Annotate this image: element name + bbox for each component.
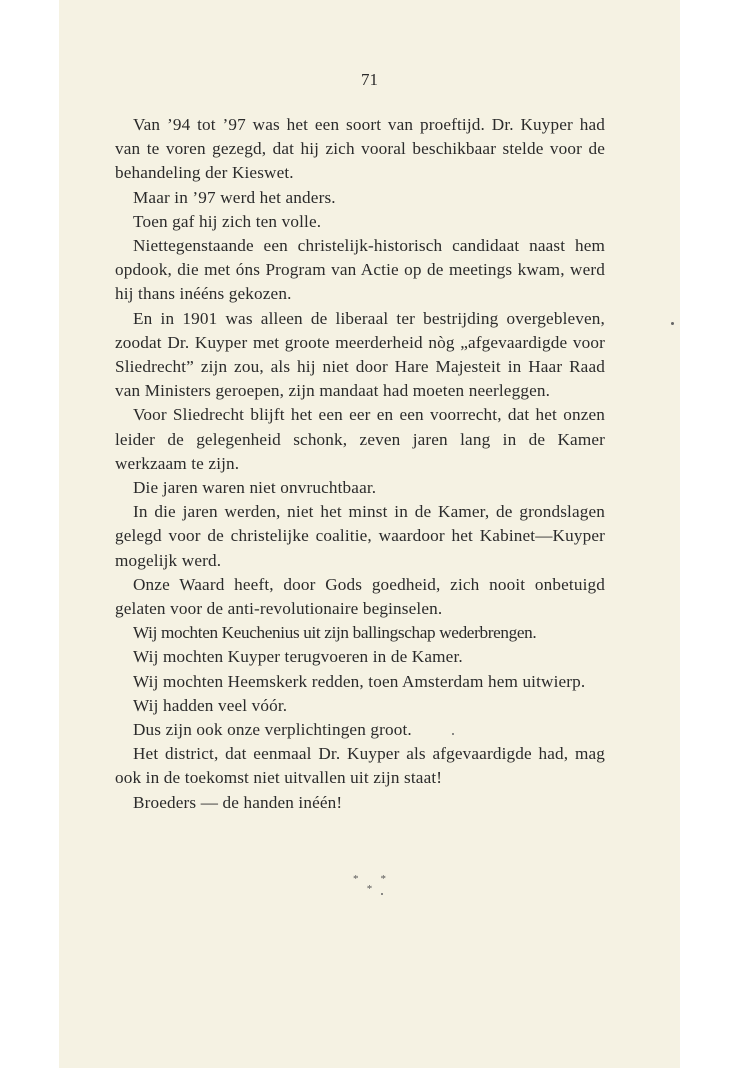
page-number: 71 — [361, 70, 378, 89]
paragraph-1: Van ’94 tot ’97 was het een soort van proeftijd. Dr. Kuyper had van te voren gezegd, dat hij zich vooral beschikbaar stelde voor de behandeling der Kieswet. — [115, 115, 605, 183]
paragraph-6: Voor Sliedrecht blijft het een eer en een voorrecht, dat het onzen leider de gelegenheid schonk, zeven jaren lang in de Kamer werkzaam te zijn. — [115, 405, 605, 473]
paragraph-4: Niettegenstaande een christelijk-historisch candidaat naast hem opdook, die met óns Program van Actie op de meetings kwam, werd hij thans inééns gekozen. — [115, 236, 605, 304]
paragraph-8: In die jaren werden, niet het minst in de Kamer, de grondslagen gelegd voor de christelijke coalitie, waardoor het Kabinet—Kuyper mogelijk werd. — [115, 502, 605, 570]
paragraph-9: Onze Waard heeft, door Gods goedheid, zich nooit onbetuigd gelaten voor de anti-revolutionaire beginselen. — [115, 574, 605, 619]
paragraph-7: Die jaren waren niet onvruchtbaar. — [133, 478, 377, 498]
paper-speck — [381, 893, 383, 895]
asterism-bottom: * — [366, 883, 373, 895]
paper-speck — [452, 733, 454, 735]
book-page — [59, 0, 680, 1068]
paragraph-16: Broeders — de handen inéén! — [133, 792, 343, 812]
paragraph-2: Maar in ’97 werd het anders. — [133, 187, 336, 207]
paragraph-14: Dus zijn ook onze verplichtingen groot. — [133, 720, 412, 740]
page-body — [115, 113, 605, 815]
paragraph-13: Wij hadden veel vóór. — [133, 695, 288, 715]
paragraph-11: Wij mochten Kuyper terugvoeren in de Kamer. — [133, 647, 463, 667]
paragraph-3: Toen gaf hij zich ten volle. — [133, 211, 322, 231]
paragraph-12: Wij mochten Heemskerk redden, toen Amsterdam hem uitwierp. — [133, 671, 586, 691]
asterism-divider — [59, 874, 680, 894]
asterism-top: ** — [353, 873, 408, 885]
paper-speck — [671, 322, 674, 325]
paragraph-5: En in 1901 was alleen de liberaal ter bestrijding overgebleven, zoodat Dr. Kuyper met groote meerderheid nòg „afgevaardigde voor Sliedrecht” zijn zou, als hij niet door Hare Majesteit in Haar Raad van Ministers geroepen, zijn mandaat had moeten neerleggen. — [115, 308, 605, 401]
paragraph-10: Wij mochten Keuchenius uit zijn ballingschap wederbrengen. — [133, 623, 537, 643]
paragraph-15: Het district, dat eenmaal Dr. Kuyper als afgevaardigde had, mag ook in de toekomst niet uitvallen uit zijn staat! — [115, 744, 605, 788]
